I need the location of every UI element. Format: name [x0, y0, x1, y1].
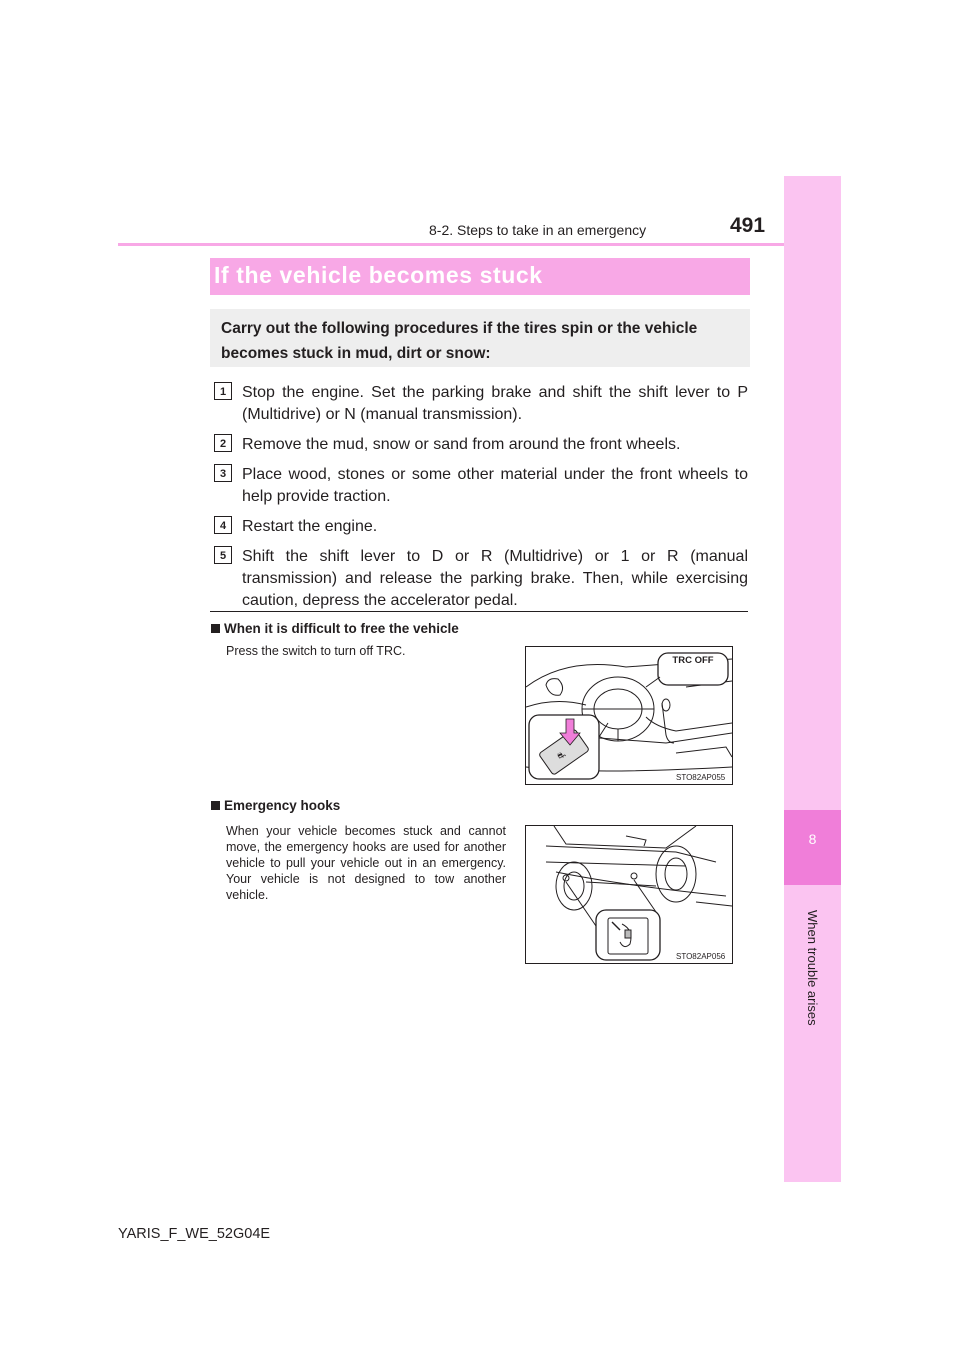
subheading-hooks: [211, 798, 340, 813]
chapter-label: When trouble arises: [805, 910, 820, 1026]
steps-list: [214, 382, 748, 620]
section-divider: [210, 611, 748, 612]
trc-off-callout: TRC OFF: [672, 655, 714, 666]
chapter-number: 8: [808, 831, 817, 847]
section-title: 8-2. Steps to take in an emergency: [429, 222, 647, 238]
emergency-hook-illustration: [525, 825, 733, 964]
dashboard-drawing: [526, 647, 732, 784]
step-4: [214, 516, 748, 538]
svg-text:⛐: ⛐: [555, 749, 568, 763]
figure-code: STO82AP055: [676, 773, 726, 782]
page-title: If the vehicle becomes stuck: [214, 262, 543, 288]
step-text: Place wood, stones or some other material under the front wheels to help provide traction.: [242, 466, 748, 505]
step-text: Stop the engine. Set the parking brake and shift the shift lever to P (Multidrive) or N (manual transmission).: [242, 384, 748, 423]
step-text: Remove the mud, snow or sand from around the front wheels.: [242, 436, 681, 453]
intro-text: Carry out the following procedures if the tires spin or the vehicle becomes stuck in mud, dirt or snow:: [221, 320, 698, 362]
step-1: [214, 382, 748, 426]
hooks-text: When your vehicle becomes stuck and cannot move, the emergency hooks are used for another vehicle to pull your vehicle out in an emergency. Your vehicle is not designed to tow another vehicle.: [226, 824, 506, 902]
header-rule: [118, 243, 784, 246]
step-number: 5: [214, 546, 232, 564]
step-2: [214, 434, 748, 456]
step-number: 2: [214, 434, 232, 452]
step-5: [214, 546, 748, 612]
page-number: 491: [730, 214, 766, 237]
square-bullet-icon: [211, 624, 220, 633]
subheading-text: When it is difficult to free the vehicle: [224, 621, 459, 636]
figure-code: STO82AP056: [676, 952, 726, 961]
subheading-text: Emergency hooks: [224, 798, 341, 813]
vehicle-underside-drawing: [526, 826, 732, 963]
subheading-difficult: [211, 621, 459, 636]
step-text: Shift the shift lever to D or R (Multidrive) or 1 or R (manual transmission) and release the parking brake. Then, while exercising caution, depress the accelerator pedal.: [242, 548, 748, 609]
document-code: YARIS_F_WE_52G04E: [118, 1226, 271, 1242]
step-number: 3: [214, 464, 232, 482]
step-3: [214, 464, 748, 508]
chapter-number-box: [784, 810, 841, 885]
step-number: 1: [214, 382, 232, 400]
trc-switch-illustration: [525, 646, 733, 785]
difficult-text: Press the switch to turn off TRC.: [226, 644, 406, 658]
step-number: 4: [214, 516, 232, 534]
square-bullet-icon: [211, 801, 220, 810]
step-text: Restart the engine.: [242, 518, 378, 535]
